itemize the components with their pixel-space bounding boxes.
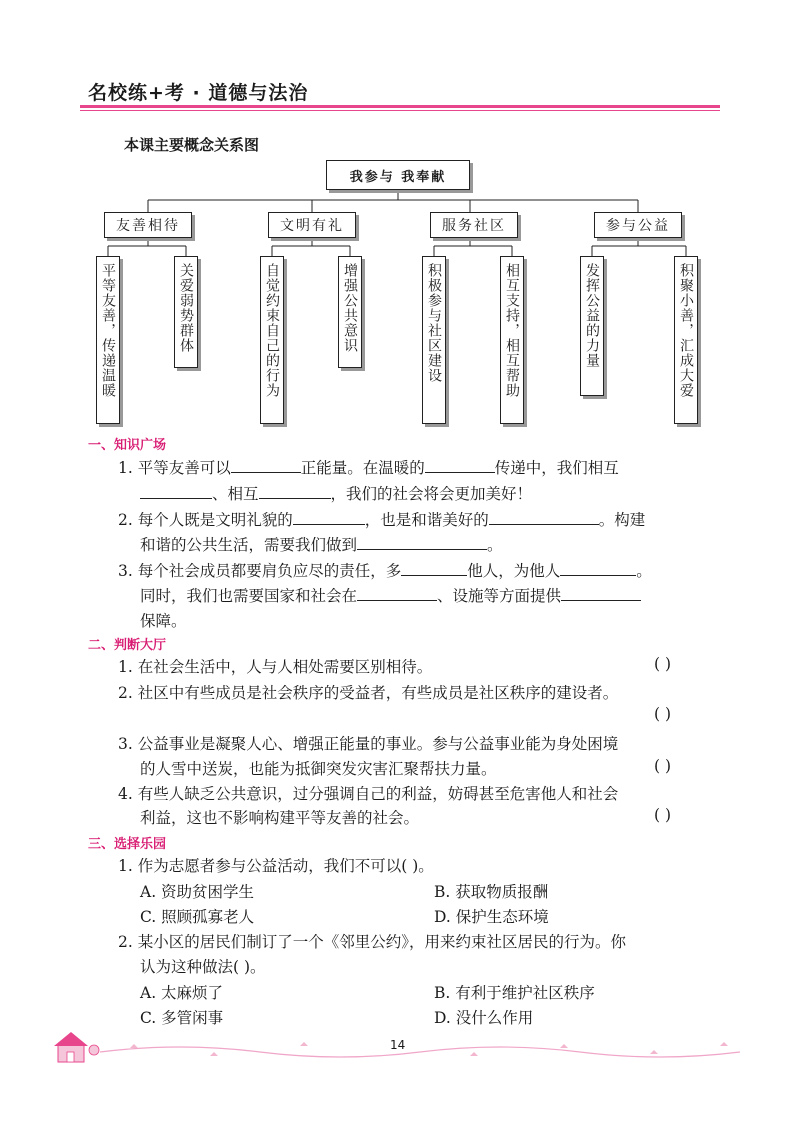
leaf-public-awareness: 增强公共意识 bbox=[338, 256, 362, 368]
leaf-equal-friendly: 平等友善，传递温暖 bbox=[96, 256, 120, 424]
s3-q2-line2: 认为这种做法( )。 bbox=[140, 958, 266, 976]
s3-q1-option-d[interactable]: D. 保护生态环境 bbox=[434, 908, 549, 926]
answer-paren[interactable]: ( ) bbox=[654, 655, 672, 673]
blank[interactable] bbox=[401, 559, 467, 576]
blank[interactable] bbox=[357, 533, 487, 550]
s3-q1: 1. 作为志愿者参与公益活动，我们不可以( )。 bbox=[118, 857, 434, 875]
blank[interactable] bbox=[231, 456, 301, 473]
s1-q2-line2: 和谐的公共生活，需要我们做到 。 bbox=[140, 533, 503, 557]
s3-q1-option-a[interactable]: A. 资助贫困学生 bbox=[140, 883, 255, 901]
s2-q3-line1: 3. 公益事业是凝聚人心、增强正能量的事业。参与公益事业能为身处困境 bbox=[118, 735, 619, 753]
blank[interactable] bbox=[489, 508, 599, 525]
blank[interactable] bbox=[561, 584, 641, 601]
s2-q3-line2: 的人雪中送炭，也能为抵御突发灾害汇聚帮扶力量。 bbox=[140, 760, 497, 778]
answer-paren[interactable]: ( ) bbox=[654, 806, 672, 824]
s1-q1-line2: 、相互 ，我们的社会将会更加美好！ bbox=[140, 482, 532, 506]
diagram-title: 本课主要概念关系图 bbox=[124, 136, 260, 154]
answer-paren[interactable]: ( ) bbox=[654, 705, 672, 723]
answer-paren[interactable]: ( ) bbox=[654, 757, 672, 775]
blank[interactable] bbox=[140, 482, 212, 499]
section-title-knowledge: 一、知识广场 bbox=[88, 438, 167, 453]
blank[interactable] bbox=[293, 508, 365, 525]
leaf-mutual-help: 相互支持，相互帮助 bbox=[500, 256, 524, 424]
branch-public-welfare: 参与公益 bbox=[594, 212, 682, 238]
leaf-care-vulnerable: 关爱弱势群体 bbox=[174, 256, 198, 368]
blank[interactable] bbox=[560, 559, 636, 576]
s3-q2-line1: 2. 某小区的居民们制订了一个《邻里公约》，用来约束社区居民的行为。你 bbox=[118, 933, 626, 951]
s3-q2-option-c[interactable]: C. 多管闲事 bbox=[140, 1009, 224, 1027]
s3-q1-option-c[interactable]: C. 照顾孤寡老人 bbox=[140, 908, 255, 926]
house-icon bbox=[54, 1032, 99, 1062]
s1-q3-line3: 保障。 bbox=[140, 612, 187, 630]
leaf-community-building: 积极参与社区建设 bbox=[422, 256, 446, 424]
blank[interactable] bbox=[425, 456, 495, 473]
s3-q2-option-b[interactable]: B. 有利于维护社区秩序 bbox=[434, 984, 595, 1002]
branch-friendly: 友善相待 bbox=[104, 212, 192, 238]
s3-q2-option-a[interactable]: A. 太麻烦了 bbox=[140, 984, 224, 1002]
s2-q1: 1. 在社会生活中，人与人相处需要区别相待。 bbox=[118, 658, 433, 676]
s1-q3-line2: 同时，我们也需要国家和社会在 、设施等方面提供 bbox=[140, 584, 641, 608]
leaf-small-kindness: 积聚小善，汇成大爱 bbox=[674, 256, 698, 424]
page-number: 14 bbox=[390, 1038, 406, 1052]
s2-q4-line2: 利益，这也不影响构建平等友善的社会。 bbox=[140, 809, 420, 827]
blank[interactable] bbox=[259, 482, 331, 499]
blank[interactable] bbox=[357, 584, 437, 601]
s2-q2: 2. 社区中有些成员是社会秩序的受益者，有些成员是社区秩序的建设者。 bbox=[118, 684, 619, 702]
s3-q2-option-d[interactable]: D. 没什么作用 bbox=[434, 1009, 534, 1027]
leaf-self-restraint: 自觉约束自己的行为 bbox=[260, 256, 284, 424]
s1-q2-line1: 2. 每个人既是文明礼貌的 ，也是和谐美好的 。构建 bbox=[118, 508, 645, 532]
s1-q1-line1: 1. 平等友善可以 正能量。在温暖的 传递中，我们相互 bbox=[118, 456, 619, 480]
s1-q3-line1: 3. 每个社会成员都要肩负应尽的责任，多 他人，为他人 。 bbox=[118, 559, 652, 583]
s3-q1-option-b[interactable]: B. 获取物质报酬 bbox=[434, 883, 549, 901]
page-header-title: 名校练+考 · 道德与法治 bbox=[88, 82, 309, 104]
branch-civility: 文明有礼 bbox=[268, 212, 356, 238]
leaf-welfare-power: 发挥公益的力量 bbox=[580, 256, 604, 396]
diagram-root: 我参与 我奉献 bbox=[326, 160, 470, 190]
section-title-choice: 三、选择乐园 bbox=[88, 837, 167, 852]
s2-q4-line1: 4. 有些人缺乏公共意识，过分强调自己的利益，妨碍甚至危害他人和社会 bbox=[118, 785, 619, 803]
section-title-judgement: 二、判断大厅 bbox=[88, 638, 167, 653]
branch-community: 服务社区 bbox=[430, 212, 518, 238]
